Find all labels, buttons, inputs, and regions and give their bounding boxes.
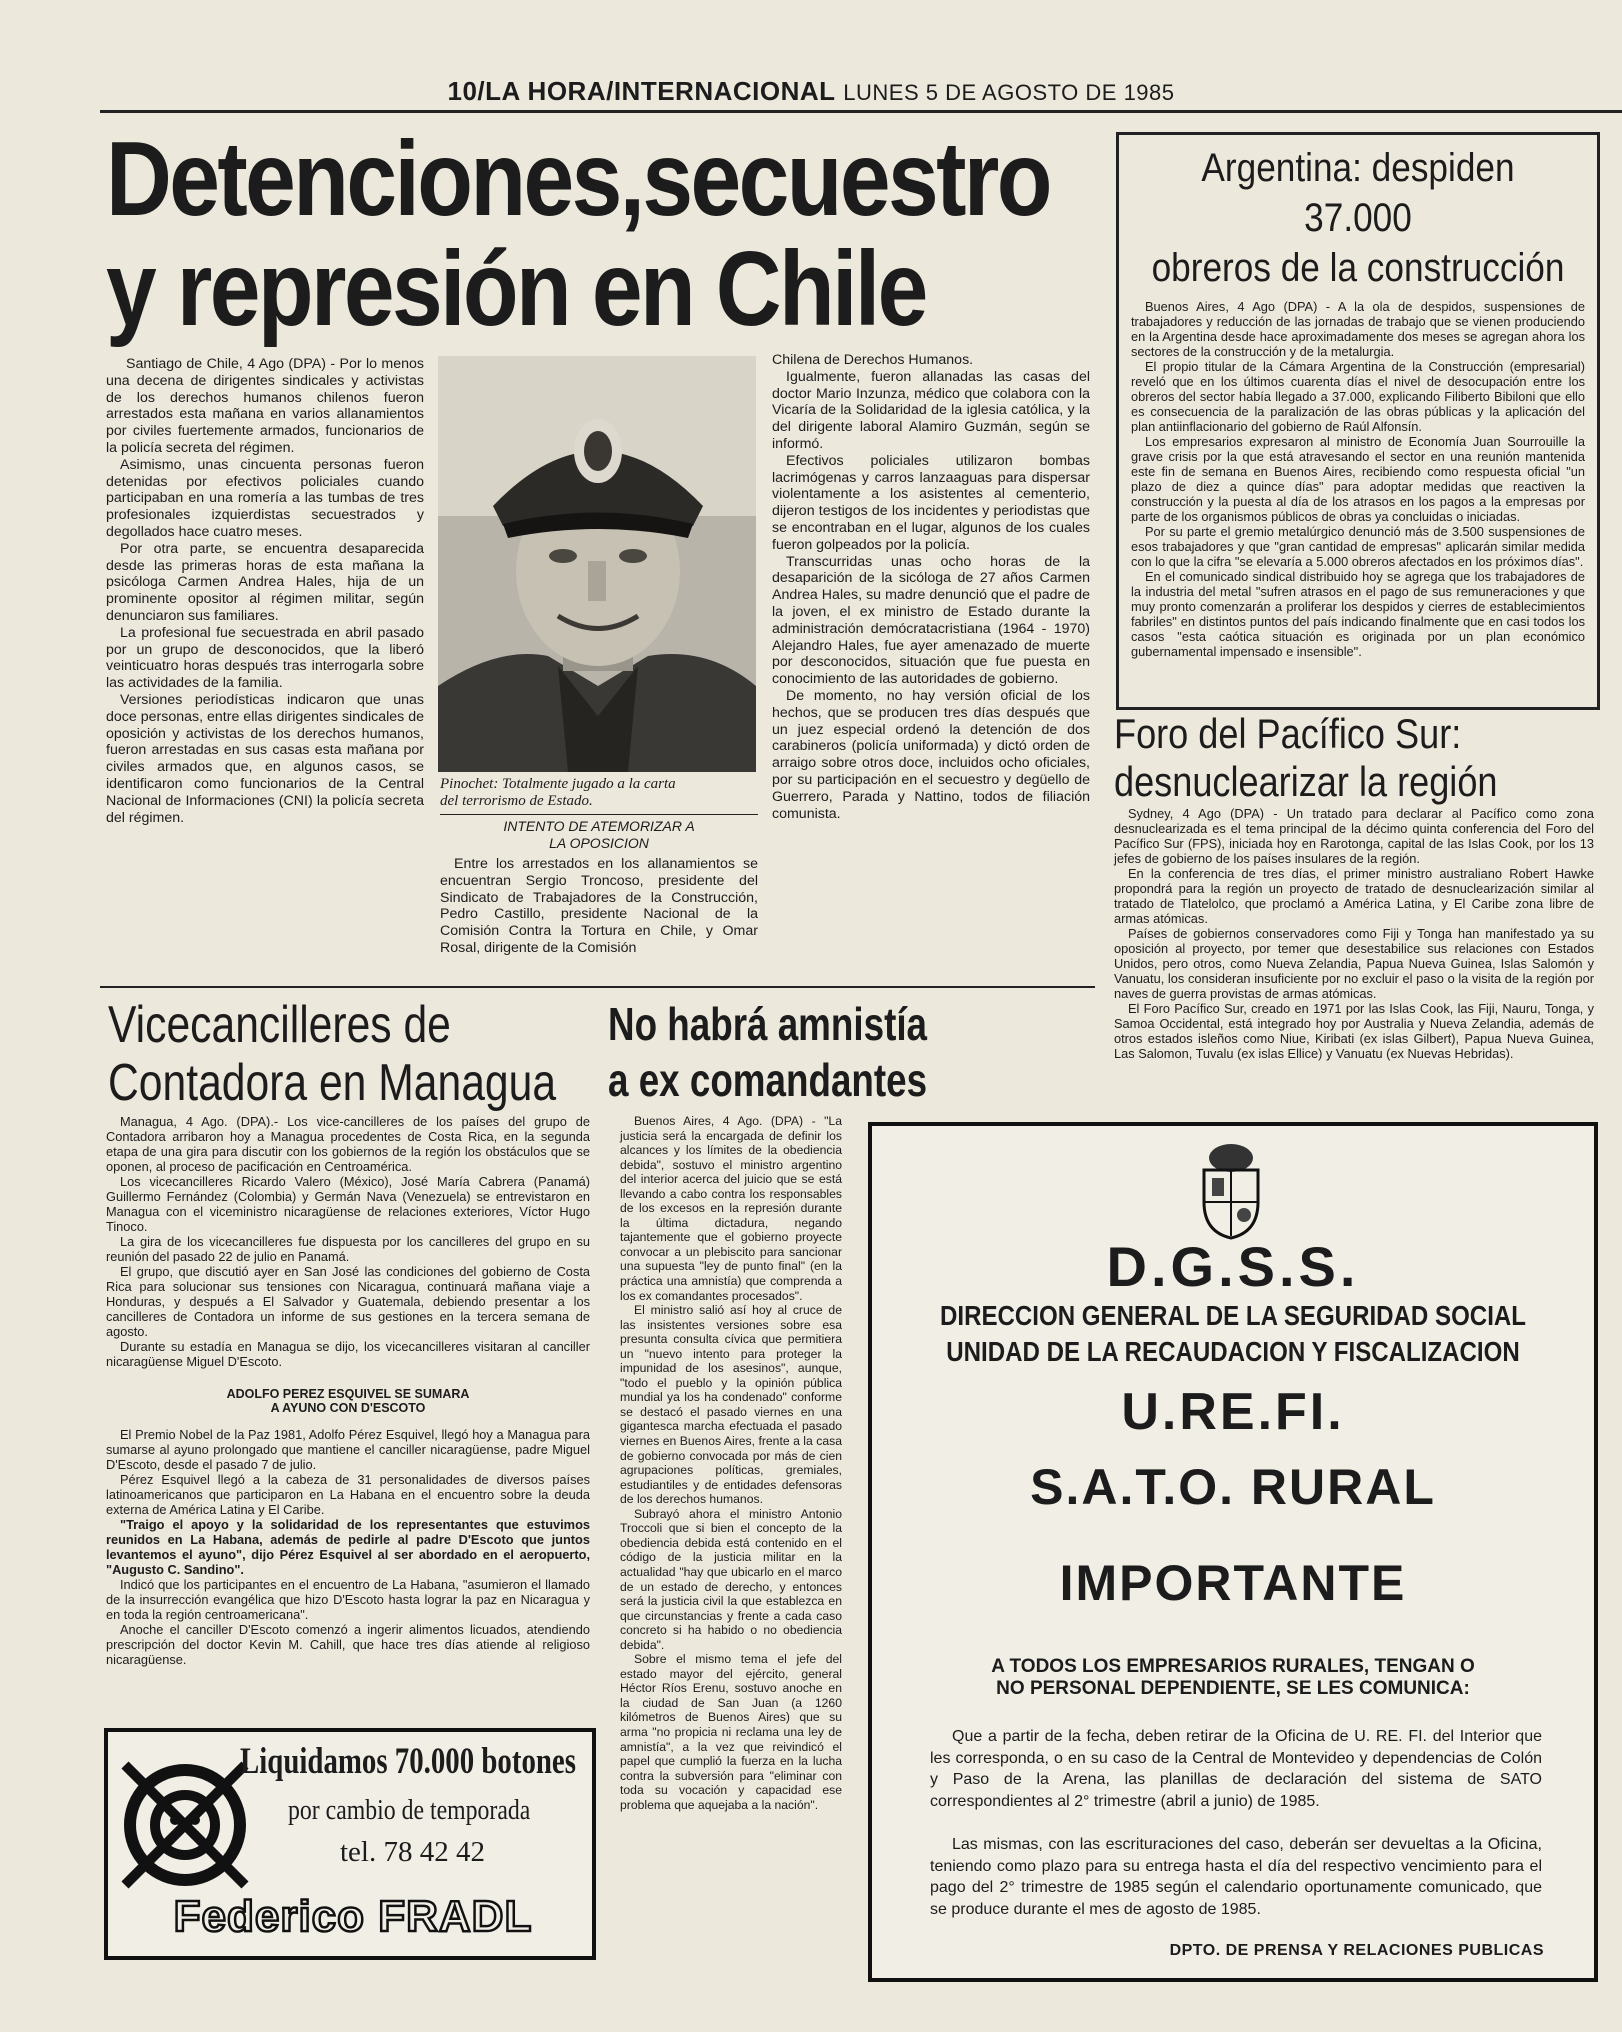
page-number: 10 <box>447 76 478 106</box>
caption-rule <box>440 814 758 815</box>
amnistia-headline-line1: No habrá amnistía <box>608 998 928 1050</box>
contadora-paragraph: El Premio Nobel de la Paz 1981, Adolfo Pérez Esquivel, llegó hoy a Managua para sumarse al ayuno prolongado que mantiene el canciller nicaragüense, padre Miguel D'Escoto, desde el pasado 7 de julio. <box>106 1427 590 1472</box>
fradl-ad <box>104 1728 596 1960</box>
foro-headline <box>1114 710 1561 806</box>
dgss-org-line1: DIRECCION GENERAL DE LA SEGURIDAD SOCIAL <box>939 1300 1526 1331</box>
chile-headline <box>106 120 1050 348</box>
pinochet-portrait <box>438 356 756 772</box>
foro-paragraph: El Foro Pacífico Sur, creado en 1971 por las Islas Cook, las Fiji, Nauru, Tonga, y Samoa Occidental, está integrado hoy por Australia y Nueva Zelandia, además de otros estados isleños como Niue, Kiribati (ex islas Gilbert), Papua Nueva Guinea, Las Salomon, Tuvalu (ex islas Ellice) y Vanuatu (ex Nuevas Hebridas). <box>1114 1001 1594 1061</box>
argentina-box <box>1116 132 1600 710</box>
dgss-org-line2: UNIDAD DE LA RECAUDACION Y FISCALIZACION <box>946 1336 1520 1367</box>
photo-caption-line1: Pinochet: Totalmente jugado a la carta <box>440 776 676 792</box>
urefi-title: U.RE.FI. <box>1121 1383 1345 1441</box>
chile-paragraph: Entre los arrestados en los allanamientos se encuentran Sergio Troncoso, presidente del Sindicato de Trabajadores de la Construcción, Pedro Castillo, presidente Nacional de la Comisión Contra la Tortura en Chile, y Omar Rosal, dirigente de la Comisión <box>440 856 758 956</box>
fradl-line2: por cambio de temporada <box>288 1794 531 1826</box>
argentina-paragraph: Los empresarios expresaron al ministro de Economía Juan Sourrouille la grave crisis por la que está atravesando el sector en una reunión mantenida este fin de semana en Buenos Aires, recibiendo como respuesta oficial "un plazo de diez a quince días" para adoptar medidas que reactiven la construcción y la puesta al día de los atrasos en los pagos a la empresas por parte de los organismos públicos de obras ya concluidas o iniciadas. <box>1131 434 1585 524</box>
dgss-ad <box>868 1122 1598 1982</box>
contadora-paragraph: Anoche el canciller D'Escoto comenzó a ingerir alimentos licuados, atendiendo prescripción del doctor Kevin M. Cahill, que hace tres días atiende al religioso nicaragüense. <box>106 1622 590 1667</box>
buttons-logo-icon <box>120 1760 250 1890</box>
foro-headline-line1: Foro del Pacífico Sur: <box>1114 710 1462 757</box>
amnistia-headline-line2: a ex comandantes <box>608 1054 928 1106</box>
contadora-subhead <box>106 1387 590 1415</box>
chile-paragraph: Igualmente, fueron allanadas las casas del doctor Mario Inzunza, médico que colabora con la Vicaría de la Solidaridad de la iglesia católica, y la del dirigente laboral Alamiro Guzmán, según se informó. <box>772 368 1090 452</box>
importante-title: IMPORTANTE <box>1059 1555 1407 1611</box>
sato-rural-title: S.A.T.O. RURAL <box>1030 1459 1436 1515</box>
contadora-paragraph: La gira de los vicecancilleres fue dispuesta por los cancilleres del grupo en su reunión del pasado 22 de julio en Panamá. <box>106 1234 590 1264</box>
dgss-footer: DPTO. DE PRENSA Y RELACIONES PUBLICAS <box>1169 1942 1544 1959</box>
contadora-headline <box>108 996 600 1112</box>
dgss-acronym: D.G.S.S. <box>1106 1235 1360 1298</box>
photo-caption <box>440 776 760 810</box>
dgss-notice-line2: NO PERSONAL DEPENDIENTE, SE LES COMUNICA: <box>996 1678 1470 1699</box>
foro-paragraph: Países de gobiernos conservadores como Fiji y Tonga han manifestado ya su oposición al proyecto, por temer que desestabilice sus relaciones con Estados Unidos, pero otros, como Nueva Zelandia, Papua Nueva Guinea, Islas Salomón y Vanuatu, los consideran insuficiente por no excluir el paso o la visita de la región por naves de guerra provistas de armas atómicas. <box>1114 926 1594 1001</box>
publication-name: /LA HORA/INTERNACIONAL <box>477 76 836 106</box>
chile-paragraph: Transcurridas unas ocho horas de la desaparición de la sicóloga de 27 años Carmen Andrea Hales, su madre denunció que el padre de la joven, el ex ministro de Estado durante la administración demócratacristiana (1964 - 1970) Alejandro Hales, fue ayer amenazado de muerte por desconocidos, situación que fue puesta en conocimiento de las autoridades de gobierno. <box>772 553 1090 688</box>
uruguay-coat-of-arms-icon <box>1186 1140 1276 1240</box>
chile-paragraph: Por otra parte, se encuentra desaparecida desde las primeras horas de esta mañana la psicóloga Carmen Andrea Hales, hija de un prominente opositor al régimen militar, según denunciaron sus familiares. <box>106 540 424 624</box>
contadora-headline-line1: Vicecancilleres de <box>108 996 451 1054</box>
dgss-org <box>872 1298 1594 1370</box>
argentina-paragraph: El propio titular de la Cámara Argentina de la Construcción (empresarial) reveló que en los últimos cuarenta días el nivel de desocupación entre los obreros del sector había llegado a 37.000, explicando Filiberto Bibiloni que ello es consecuencia de la paralización de las obras públicas y la aplicación del plan antiinflacionario del gobierno de Raúl Alfonsín. <box>1131 359 1585 434</box>
dgss-notice <box>872 1656 1594 1700</box>
issue-date: LUNES 5 DE AGOSTO DE 1985 <box>843 80 1175 105</box>
chile-headline-line1: Detenciones,secuestro <box>106 120 1050 238</box>
photo-caption-line2: del terrorismo de Estado. <box>440 793 593 809</box>
amnistia-paragraph: Sobre el mismo tema el jefe del estado mayor del ejército, general Héctor Ríos Erenu, sostuvo anoche en la ciudad de San Juan (a 1260 kilómetros de Buenos Aires) que su arma "no propicia ni reclama una ley de amnistía", a la vez que reivindicó el papel que cumplió la fuerza en la lucha contra la subversión para "eliminar con toda su vocación y capacidad ese problema que aquejaba a la nación". <box>620 1652 842 1812</box>
contadora-paragraph: Los vicecancilleres Ricardo Valero (México), José María Cabrera (Panamá) Guillermo Fernández (Colombia) y Germán Nava (Venezuela) se entrevistaron en Managua con el viceministro nicaragüense de relaciones exteriores, Víctor Hugo Tinoco. <box>106 1174 590 1234</box>
masthead-rule <box>100 110 1622 113</box>
chile-column-2 <box>440 856 758 957</box>
contadora-paragraph: Indicó que los participantes en el encuentro de La Habana, "asumieron el llamado de la insurrección evangélica que hizo D'Escoto hasta lograr la paz en Nicaragua y en toda la región centroamericana". <box>106 1577 590 1622</box>
contadora-subhead-line2: A AYUNO CON D'ESCOTO <box>270 1401 426 1415</box>
argentina-headline <box>1148 143 1569 293</box>
amnistia-body <box>620 1114 842 1812</box>
foro-headline-line2: desnuclearizar la región <box>1114 758 1498 805</box>
chile-headline-line2: y represión en Chile <box>106 230 926 348</box>
masthead <box>0 76 1622 107</box>
chile-paragraph: Efectivos policiales utilizaron bombas lacrimógenas y carros lanzaaguas para dispersar violentamente a los asistentes al cementerio, dijeron testigos de los incidentes y periodistas que se encontraban en el lugar, algunos de los cuales fueron golpeados por la policía. <box>772 452 1090 553</box>
argentina-paragraph: Buenos Aires, 4 Ago (DPA) - A la ola de despidos, suspensiones de trabajadores y reducción de las jornadas de trabajo que se vienen produciendo en la Argentina desde hace aproximadamente dos meses se agregan ahora los sectores de la construcción y de la metalurgia. <box>1131 299 1585 359</box>
contadora-paragraph: Pérez Esquivel llegó a la cabeza de 31 personalidades de diversos países latinoamericanos que participaron en La Habana en el encuentro sobre la deuda externa de América Latina y El Caribe. <box>106 1472 590 1517</box>
argentina-paragraph: En el comunicado sindical distribuido hoy se agrega que los trabajadores de la industria del metal "sufren atrasos en el pago de sus remuneraciones y que muy pronto comenzarán a proliferar los despidos y cierres de establecimientos fabriles" en distintos puntos del país indicando finalmente que en casi todos los casos "esta caótica situación es originada por un plan económico gubernamental impensado e insensible". <box>1131 569 1585 659</box>
chile-paragraph: De momento, no hay versión oficial de los hechos, que se producen tres días después que un juez especial ordenó la detención de dos carabineros (policía uniformada) y dictó orden de arraigo sobre otros doce, incluidos ocho oficiales, por su participación en el secuestro y degüello de Guerrero, Parada y Nattino, todos de filiación comunista. <box>772 687 1090 822</box>
chile-column-1 <box>106 356 424 826</box>
argentina-paragraph: Por su parte el gremio metalúrgico denunció más de 3.500 suspensiones de esos trabajadores y que "gran cantidad de empresas" aplicarán similar medida con lo que la cifra "se elevaría a 5.000 obreros afectados en los próximos días". <box>1131 524 1585 569</box>
foro-body <box>1114 806 1594 1061</box>
chile-column-3 <box>772 352 1090 822</box>
fradl-phone: tel. 78 42 42 <box>340 1836 485 1868</box>
contadora-body <box>106 1114 590 1667</box>
fradl-line1: Liquidamos 70.000 botones <box>240 1741 576 1782</box>
amnistia-paragraph: Buenos Aires, 4 Ago. (DPA) - "La justicia será la encargada de definir los alcances y los límites de la obediencia debida", sostuvo el ministro argentino del interior acerca del juicio que se está llevando a cabo contra los responsables de los excesos en la represión durante la última dictadura, negando tajantemente que el gobierno proyecte convocar a un plebiscito para sancionar una supuesta "ley de punto final" (en la práctica una amnistía) que comprenda a los ex comandantes procesados". <box>620 1114 842 1303</box>
dgss-notice-line1: A TODOS LOS EMPRESARIOS RURALES, TENGAN O <box>991 1656 1475 1677</box>
contadora-subhead-line1: ADOLFO PEREZ ESQUIVEL SE SUMARA <box>226 1387 470 1401</box>
fradl-brand: Federico FRADL <box>173 1892 533 1941</box>
dgss-paragraph-2: Las mismas, con las escrituraciones del caso, deberán ser devueltas a la Oficina, teniendo como plazo para su entrega hasta el día del respectivo vencimiento para el pago del 2° trimestre de 1985 según el calendario oportunamente comunicado, que se produce durante el mes de agosto de 1985. <box>930 1836 1542 1918</box>
contadora-paragraph: Durante su estadía en Managua se dijo, los vicecancilleres visitaran al canciller nicaragüense Miguel D'Escoto. <box>106 1339 590 1369</box>
chile-paragraph: La profesional fue secuestrada en abril pasado por un grupo de desconocidos, que la liberó veinticuatro horas después tras interrogarla sobre las actividades de la familia. <box>106 624 424 692</box>
section-rule <box>100 986 1095 988</box>
chile-subhead-line1: INTENTO DE ATEMORIZAR A <box>503 818 695 834</box>
contadora-paragraph: El grupo, que discutió ayer en San José las condiciones del gobierno de Costa Rica para solucionar sus tensiones con Nicaragua, continuará mañana viaje a Honduras, y después a El Salvador y Guatemala, debiendo presentar a los cancilleres de Contadora un informe de sus gestiones en la tercera semana de agosto. <box>106 1264 590 1339</box>
chile-paragraph: Versiones periodísticas indicaron que unas doce personas, entre ellas dirigentes sindicales de oposición y activistas de los derechos humanos, fueron arrestadas en sus casas esta mañana por civiles armados que, en algunos casos, se identificaron como funcionarios de la Central Nacional de Informaciones (CNI) la policía secreta del régimen. <box>106 691 424 826</box>
argentina-headline-line2: obreros de la construcción <box>1151 246 1565 290</box>
chile-paragraph: Asimismo, unas cincuenta personas fueron detenidas por efectivos policiales cuando participaban en una romería a las tumbas de tres profesionales izquierdistas secuestrados y degollados hace cuatro meses. <box>106 456 424 540</box>
foro-paragraph: Sydney, 4 Ago (DPA) - Un tratado para declarar al Pacífico como zona desnuclearizada es el tema principal de la décimo quinta conferencia del Foro del Pacífico Sur (FPS), iniciada hoy en Rarotonga, capital de las Islas Cook, por los 13 jefes de gobierno de los países insulares de la región. <box>1114 806 1594 866</box>
contadora-paragraph: "Traigo el apoyo y la solidaridad de los representantes que estuvimos reunidos en La Habana, además de pedirle al padre D'Escoto que juntos levantemos el ayuno", dijo Pérez Esquivel al ser abordado en el aeropuerto, "Augusto C. Sandino". <box>106 1517 590 1577</box>
amnistia-headline <box>608 996 976 1108</box>
chile-paragraph: Santiago de Chile, 4 Ago (DPA) - Por lo menos una decena de dirigentes sindicales y activistas de los derechos humanos chilenos fueron arrestados esta mañana en varios allanamientos por civiles fuertemente armados, funcionarios de la policía secreta del régimen. <box>106 356 424 456</box>
argentina-body <box>1131 299 1585 659</box>
amnistia-paragraph: Subrayó ahora el ministro Antonio Troccoli que si bien el concepto de la obediencia debida está contenido en el código de la justicia militar en la actualidad "hay que ubicarlo en el marco de un estado de derecho, y entonces será la justicia civil la que establezca en que circunstancias y frente a cada caso concreto si ha habido o no obediencia debida". <box>620 1506 842 1652</box>
foro-paragraph: En la conferencia de tres días, el primer ministro australiano Robert Hawke propondrá para la región un proyecto de tratado de desnuclearización similar al tratado de Tlatelolco, que proclamó a América Latina, y El Caribe zona libre de armas atómicas. <box>1114 866 1594 926</box>
argentina-headline-line1: Argentina: despiden 37.000 <box>1201 146 1515 240</box>
chile-paragraph: Chilena de Derechos Humanos. <box>772 352 974 368</box>
chile-subhead <box>440 818 758 852</box>
contadora-headline-line2: Contadora en Managua <box>108 1054 557 1112</box>
dgss-paragraph-1: Que a partir de la fecha, deben retirar de la Oficina de U. RE. FI. del Interior que les corresponda, o en su caso de la Central de Montevideo y dependencias de Colón y Paso de la Arena, las planillas de declaración del sistema de SATO correspondientes al 2° trimestre (abril a junio) de 1985. <box>930 1728 1542 1810</box>
contadora-paragraph: Managua, 4 Ago. (DPA).- Los vice-cancilleres de los países del grupo de Contadora arribaron hoy a Managua procedentes de Costa Rica, en la segunda etapa de una gira para discutir con los gobiernos de la región los obstáculos que se oponen, al proceso de pacificación en Centroamérica. <box>106 1114 590 1174</box>
chile-subhead-line2: LA OPOSICION <box>549 835 649 851</box>
pinochet-photo <box>438 356 756 772</box>
amnistia-paragraph: El ministro salió así hoy al cruce de las insistentes versiones sobre esa presunta consulta cívica que permitiera un "nuevo intento para proteger la impunidad de los asesinos", aunque, "todo el pueblo y la opinión pública mundial ya los ha condenado" conforme se destacó el pasado viernes en una gigantesca marcha efectuada el pasado viernes en Buenos Aires, frente a la casa de gobierno convocada por más de cien agrupaciones políticas, gremiales, estudiantiles y de entidades defensoras de los derechos humanos. <box>620 1303 842 1507</box>
